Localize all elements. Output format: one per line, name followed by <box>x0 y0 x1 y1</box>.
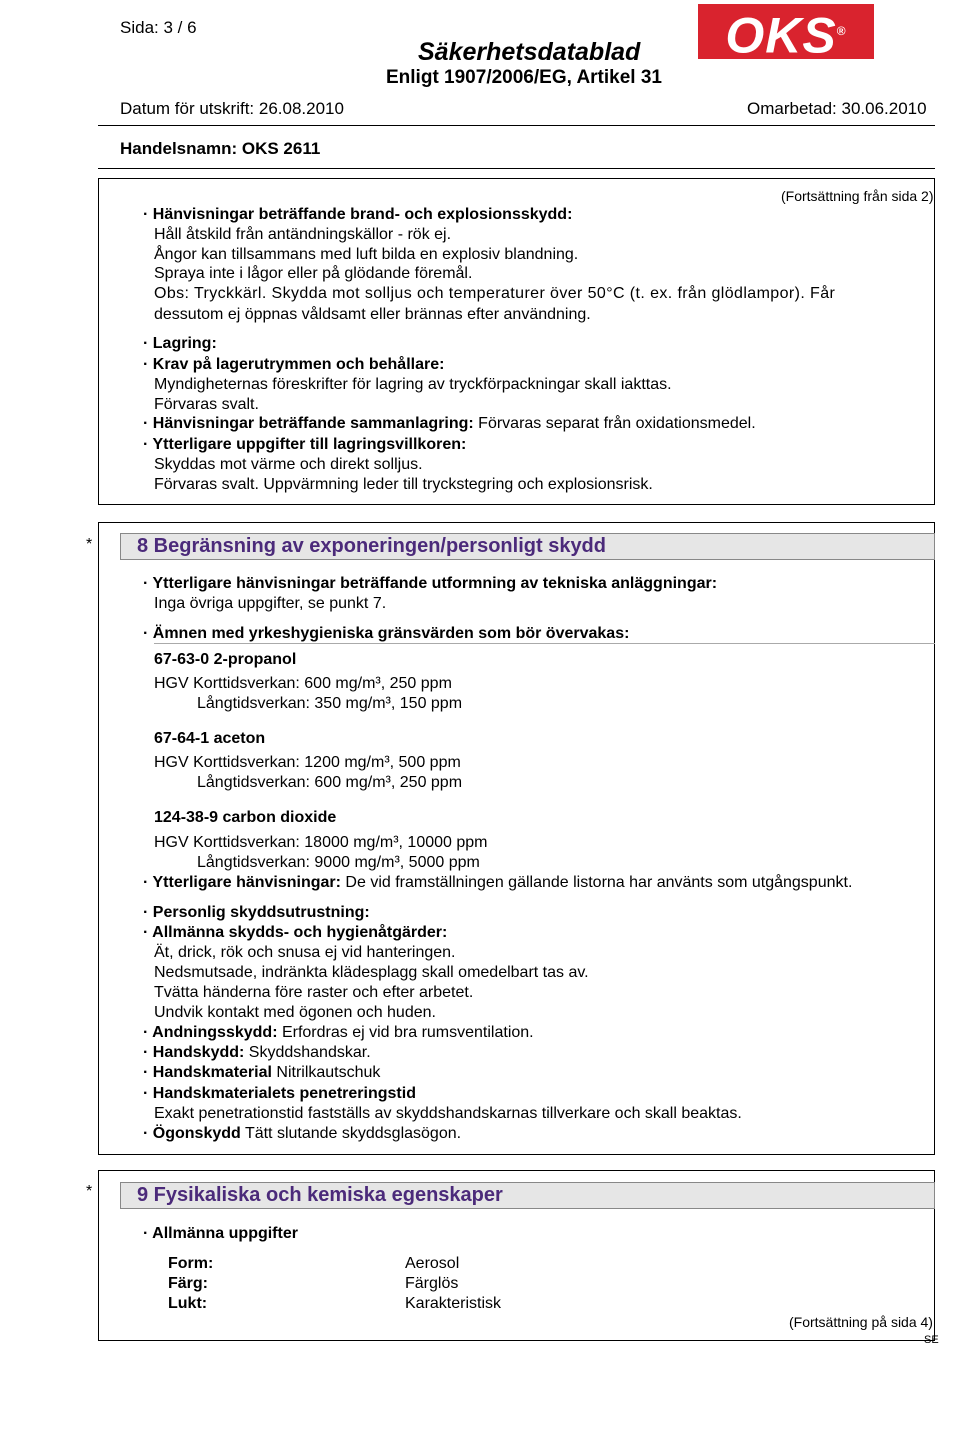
substance-short-term: HGV Korttidsverkan: 1200 mg/m³, 500 ppm <box>154 754 461 771</box>
fire-line: dessutom ej öppnas våldsamt eller brännas efter användning. <box>154 306 591 323</box>
hygiene-heading: · Allmänna skydds- och hygienåtgärder: <box>143 924 448 941</box>
property-value: Färglös <box>405 1275 459 1292</box>
substance-short-term: HGV Korttidsverkan: 600 mg/m³, 250 ppm <box>154 675 452 692</box>
further-storage-line: Skyddas mot värme och direkt solljus. <box>154 456 423 473</box>
document-title: Säkerhetsdatablad <box>418 38 641 66</box>
hygiene-line: Ät, drick, rök och snusa ej vid hanteringen. <box>154 944 456 961</box>
property-label: Lukt: <box>168 1295 208 1312</box>
hygiene-line: Nedsmutsade, indränkta klädesplagg skall omedelbart tas av. <box>154 964 589 981</box>
revised-date: Omarbetad: 30.06.2010 <box>747 99 927 118</box>
ppe-heading: · Personlig skyddsutrustning: <box>143 904 370 921</box>
extra-notes-label: · Ytterligare hänvisningar: <box>143 874 341 891</box>
trade-name-rule <box>98 168 935 169</box>
requirements-line: Myndigheternas föreskrifter för lagring av tryckförpackningar skall iakttas. <box>154 376 672 393</box>
section9-change-star: * <box>86 1183 93 1200</box>
fire-heading: · Hänvisningar beträffande brand- och explosionsskydd: <box>143 206 573 223</box>
substance-long-term: Långtidsverkan: 600 mg/m³, 250 ppm <box>197 774 463 791</box>
property-label: Färg: <box>168 1275 208 1292</box>
substance-name: 124-38-9 carbon dioxide <box>154 809 337 826</box>
logo-text: OKS <box>725 7 837 64</box>
joint-storage-text: Förvaras separat från oxidationsmedel. <box>473 415 756 432</box>
fire-line: Spraya inte i lågor eller på glödande föremål. <box>154 265 473 282</box>
property-label: Form: <box>168 1255 214 1272</box>
requirements-heading: · Krav på lagerutrymmen och behållare: <box>143 356 445 373</box>
hygiene-line: Tvätta händerna före raster och efter arbetet. <box>154 984 474 1001</box>
substance-name: 67-64-1 aceton <box>154 730 266 747</box>
further-storage-line: Förvaras svalt. Uppvärmning leder till tryckstegring och explosionsrisk. <box>154 476 653 493</box>
eye-protection-text: Tätt slutande skyddsglasögon. <box>240 1125 462 1142</box>
property-value: Karakteristisk <box>405 1295 502 1312</box>
hand-protection-text: Skyddshandskar. <box>244 1044 371 1061</box>
glove-material-label: · Handskmaterial <box>143 1064 272 1081</box>
property-value: Aerosol <box>405 1255 460 1272</box>
penetration-text: Exakt penetrationstid fastställs av skyddshandskarnas tillverkare och skall beaktas. <box>154 1105 742 1122</box>
glove-material <box>143 1063 380 1083</box>
storage-heading: · Lagring: <box>143 335 217 352</box>
document-subtitle: Enligt 1907/2006/EG, Artikel 31 <box>386 67 662 88</box>
penetration-heading: · Handskmaterialets penetreringstid <box>143 1085 416 1102</box>
hand-protection-label: · Handskydd: <box>143 1044 245 1061</box>
fire-line: Obs: Tryckkärl. Skydda mot solljus och temperaturer över 50°C (t. ex. från glödlampor). Får <box>154 285 836 302</box>
section8-change-star: * <box>86 536 93 553</box>
section8-title: 8 Begränsning av exponeringen/personligt skydd <box>120 533 935 560</box>
tech-heading: · Ytterligare hänvisningar beträffande utformning av tekniska anläggningar: <box>143 575 718 592</box>
fire-line: Ångor kan tillsammans med luft bilda en explosiv blandning. <box>154 246 579 263</box>
print-date: Datum för utskrift: 26.08.2010 <box>120 99 344 118</box>
respiratory-protection <box>143 1023 534 1043</box>
hygiene-line: Undvik kontakt med ögonen och huden. <box>154 1004 436 1021</box>
extra-notes-text: De vid framställningen gällande listorna har använts som utgångspunkt. <box>340 874 853 891</box>
limits-heading: · Ämnen med yrkeshygieniska gränsvärden som bör övervakas: <box>143 625 630 642</box>
page-number: Sida: 3 / 6 <box>120 18 197 37</box>
tech-text: Inga övriga uppgifter, se punkt 7. <box>154 595 387 612</box>
eye-protection-label: · Ögonskydd <box>143 1125 241 1142</box>
substance-short-term: HGV Korttidsverkan: 18000 mg/m³, 10000 ppm <box>154 834 488 851</box>
substance-long-term: Långtidsverkan: 350 mg/m³, 150 ppm <box>197 695 463 712</box>
joint-storage <box>143 414 756 434</box>
continued-to: (Fortsättning på sida 4) <box>789 1314 933 1330</box>
general-heading: · Allmänna uppgifter <box>143 1225 298 1242</box>
limits-rule <box>154 643 935 644</box>
respiratory-text: Erfordras ej vid bra rumsventilation. <box>277 1024 534 1041</box>
language-code: SE <box>924 1334 939 1346</box>
respiratory-label: · Andningsskydd: <box>143 1024 278 1041</box>
substance-name: 67-63-0 2-propanol <box>154 651 297 668</box>
logo-registered-mark: ® <box>836 24 847 38</box>
substance-long-term: Långtidsverkan: 9000 mg/m³, 5000 ppm <box>197 854 480 871</box>
further-storage-heading: · Ytterligare uppgifter till lagringsvillkoren: <box>143 436 467 453</box>
extra-notes <box>143 873 852 893</box>
joint-storage-label: · Hänvisningar beträffande sammanlagring: <box>143 415 474 432</box>
eye-protection <box>143 1124 461 1144</box>
continued-from: (Fortsättning från sida 2) <box>781 188 934 204</box>
requirements-line: Förvaras svalt. <box>154 396 259 413</box>
fire-line: Håll åtskild från antändningskällor - rök ej. <box>154 226 452 243</box>
section9-title: 9 Fysikaliska och kemiska egenskaper <box>120 1182 935 1209</box>
oks-logo <box>698 4 874 64</box>
glove-material-text: Nitrilkautschuk <box>271 1064 381 1081</box>
trade-name: Handelsnamn: OKS 2611 <box>120 139 321 158</box>
hand-protection <box>143 1043 371 1063</box>
header-rule <box>98 125 935 126</box>
